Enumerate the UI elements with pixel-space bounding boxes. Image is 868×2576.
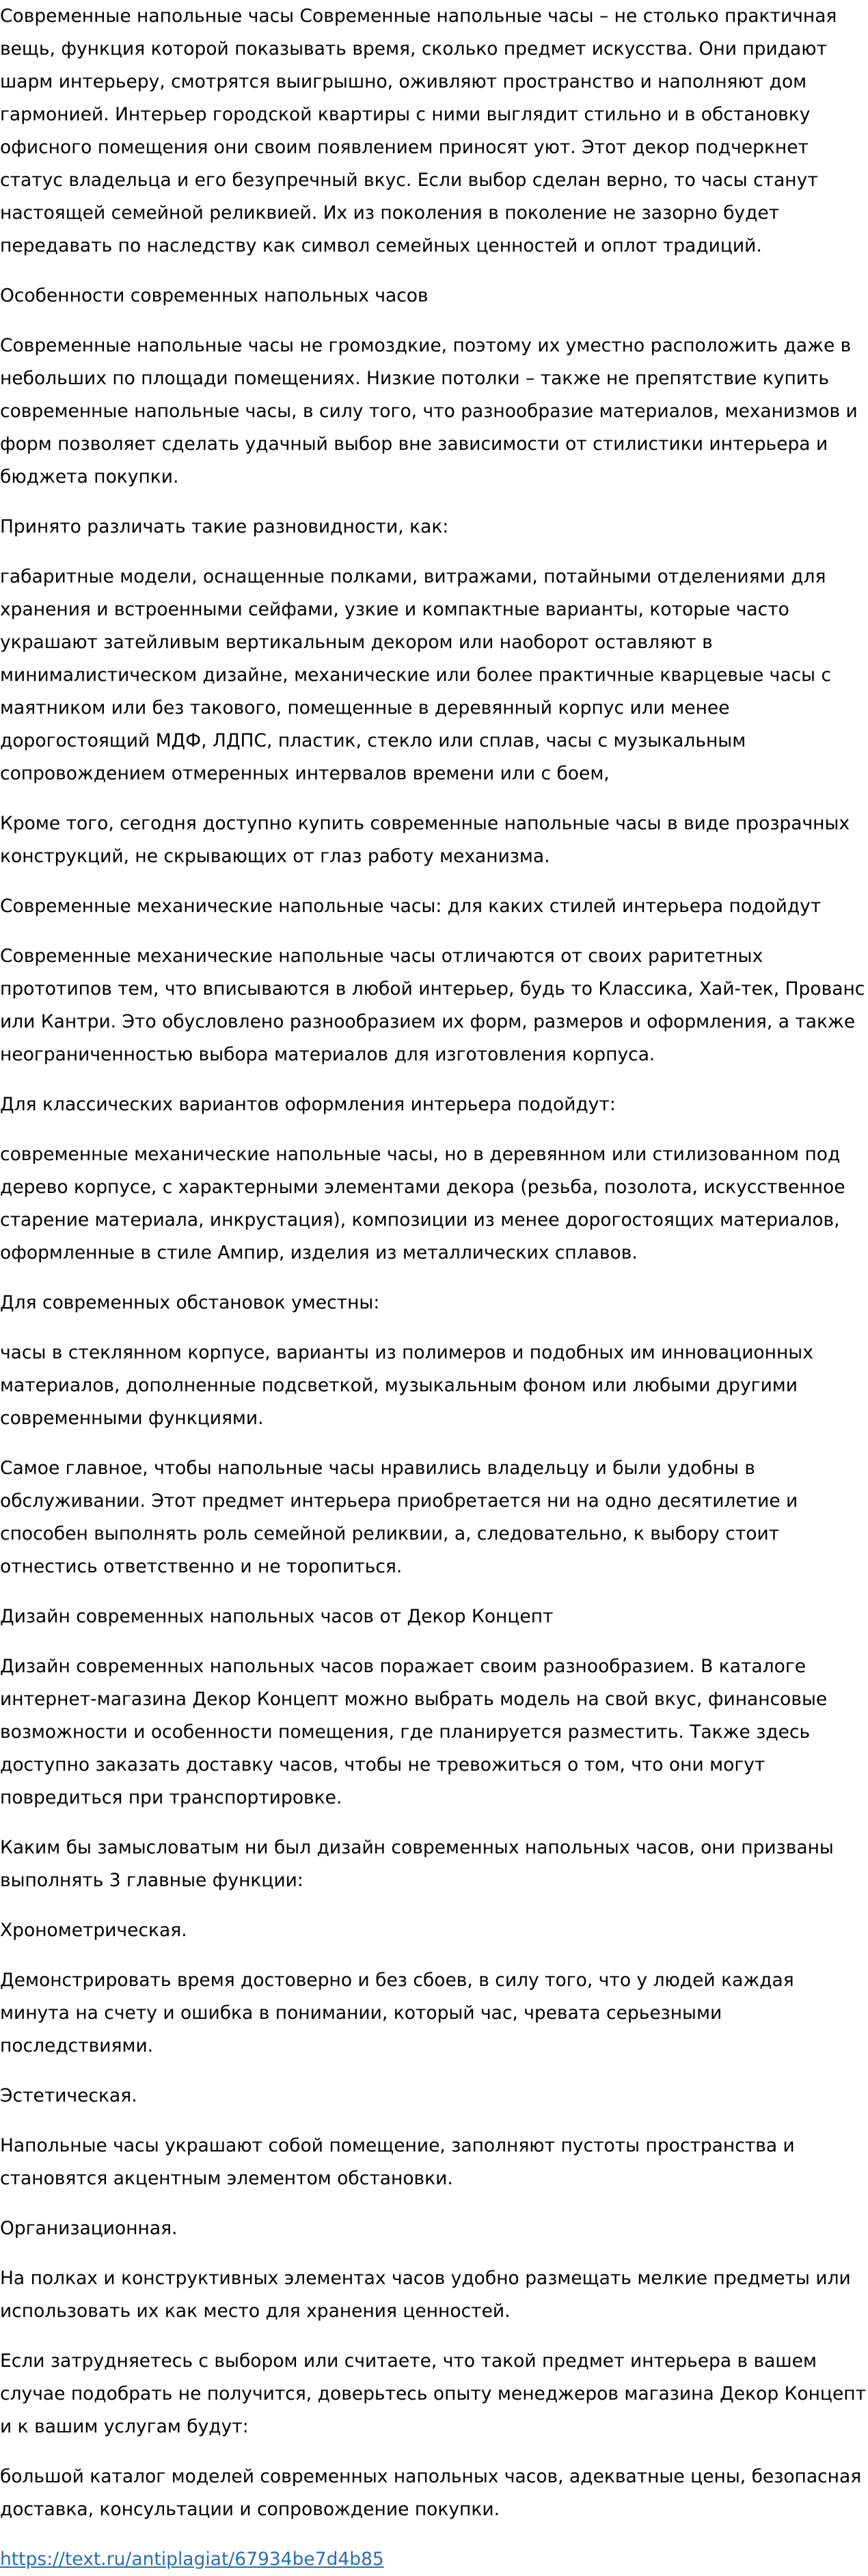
heading-features: Особенности современных напольных часов [0,285,429,306]
paragraph-intro: Современные напольные часы Современные напольные часы – не столько практичная вещь, функция которой показывать время, сколько предмет искусства. Они придают шарм интерьеру, смотрятся выигрышно, оживляют пространство и наполняют дом гармонией. Интерьер городской квартиры с ними выглядит стильно и в обстановку офисного помещения они своим появлением приносят уют. Этот декор подчеркнет статус владельца и его безупречный вкус. Если выбор сделан верно, то часы станут настоящей семейной реликвией. Их из поколения в поколение не зазорно будет передавать по наследству как символ семейных ценностей и оплот традиций. [0,5,837,256]
paragraph-trust-managers: Если затрудняетесь с выбором или считаете, что такой предмет интерьера в вашем случае подобрать не получится, доверьтесь опыту менеджеров магазина Декор Концепт и к вашим услугам будут: [0,2350,867,2437]
heading-design: Дизайн современных напольных часов от Декор Концепт [0,1606,554,1627]
function-aesthetic: Эстетическая. [0,2085,137,2106]
function-organizational: Организационная. [0,2218,178,2239]
source-link[interactable]: https://text.ru/antiplagiat/67934be7d4b85 [0,2549,384,2570]
paragraph-varieties-intro: Принято различать такие разновидности, как: [0,516,449,537]
paragraph-services-list: большой каталог моделей современных напольных часов, адекватные цены, безопасная доставка, консультации и сопровождение покупки. [0,2466,862,2520]
paragraph-main-thing: Самое главное, чтобы напольные часы нравились владельцу и были удобны в обслуживании. Этот предмет интерьера приобретается ни на одно десятилетие и способен выполнять роль семейной реликвии, а, следовательно, к выбору стоит отнестись ответственно и не торопиться. [0,1458,798,1577]
paragraph-mechanical: Современные механические напольные часы отличаются от своих раритетных прототипов тем, что вписываются в любой интерьер, будь то Классика, Хай-тек, Прованс или Кантри. Это обусловлено разнообразием их форм, размеров и оформления, а также неограниченностью выбора материалов для изготовления корпуса. [0,945,865,1065]
paragraph-chronometric: Демонстрировать время достоверно и без сбоев, в силу того, что у людей каждая минута на счету и ошибка в понимании, который час, чревата серьезными последствиями. [0,1970,794,2056]
paragraph-functions-intro: Каким бы замысловатым ни был дизайн современных напольных часов, они призваны выполнять 3 главные функции: [0,1837,834,1891]
paragraph-design: Дизайн современных напольных часов поражает своим разнообразием. В каталоге интернет-магазина Декор Концепт можно выбрать модель на свой вкус, финансовые возможности и особенности помещения, где планируется разместить. Также здесь доступно заказать доставку часов, чтобы не тревожиться о том, что они могут повредиться при транспортировке. [0,1656,828,1808]
paragraph-modern-list: часы в стеклянном корпусе, варианты из полимеров и подобных им инновационных материалов, дополненные подсветкой, музыкальным фоном или любыми другими современными функциями. [0,1342,813,1429]
heading-mechanical-styles: Современные механические напольные часы: для каких стилей интерьера подойдут [0,896,822,917]
paragraph-varieties-list: габаритные модели, оснащенные полками, витражами, потайными отделениями для хранения и встроенными сейфами, узкие и компактные варианты, которые часто украшают затейливым вертикальным декором или наоборот оставляют в минималистическом дизайне, механические или более практичные кварцевые часы с маятником или без такового, помещенные в деревянный корпус или менее дорогостоящий МДФ, ЛДПС, пластик, стекло или сплав, часы с музыкальным сопровождением отмеренных интервалов времени или с боем, [0,566,832,784]
paragraph-transparent: Кроме того, сегодня доступно купить современные напольные часы в виде прозрачных конструкций, не скрывающих от глаз работу механизма. [0,813,850,867]
paragraph-features: Современные напольные часы не громоздкие, поэтому их уместно расположить даже в небольших по площади помещениях. Низкие потолки – также не препятствие купить современные напольные часы, в силу того, что разнообразие материалов, механизмов и форм позволяет сделать удачный выбор вне зависимости от стилистики интерьера и бюджета покупки. [0,335,858,487]
paragraph-classic-list: современные механические напольные часы, но в деревянном или стилизованном под дерево корпусе, с характерными элементами декора (резьба, позолота, искусственное старение материала, инкрустация), композиции из менее дорогостоящих материалов, оформленные в стиле Ампир, изделия из металлических сплавов. [0,1144,845,1263]
paragraph-modern-intro: Для современных обстановок уместны: [0,1292,380,1313]
paragraph-aesthetic: Напольные часы украшают собой помещение, заполняют пустоты пространства и становятся акцентным элементом обстановки. [0,2135,795,2189]
paragraph-classic-intro: Для классических вариантов оформления интерьера подойдут: [0,1094,616,1115]
function-chronometric: Хронометрическая. [0,1920,187,1941]
paragraph-organizational: На полках и конструктивных элементах часов удобно размещать мелкие предметы или использовать их как место для хранения ценностей. [0,2268,851,2322]
